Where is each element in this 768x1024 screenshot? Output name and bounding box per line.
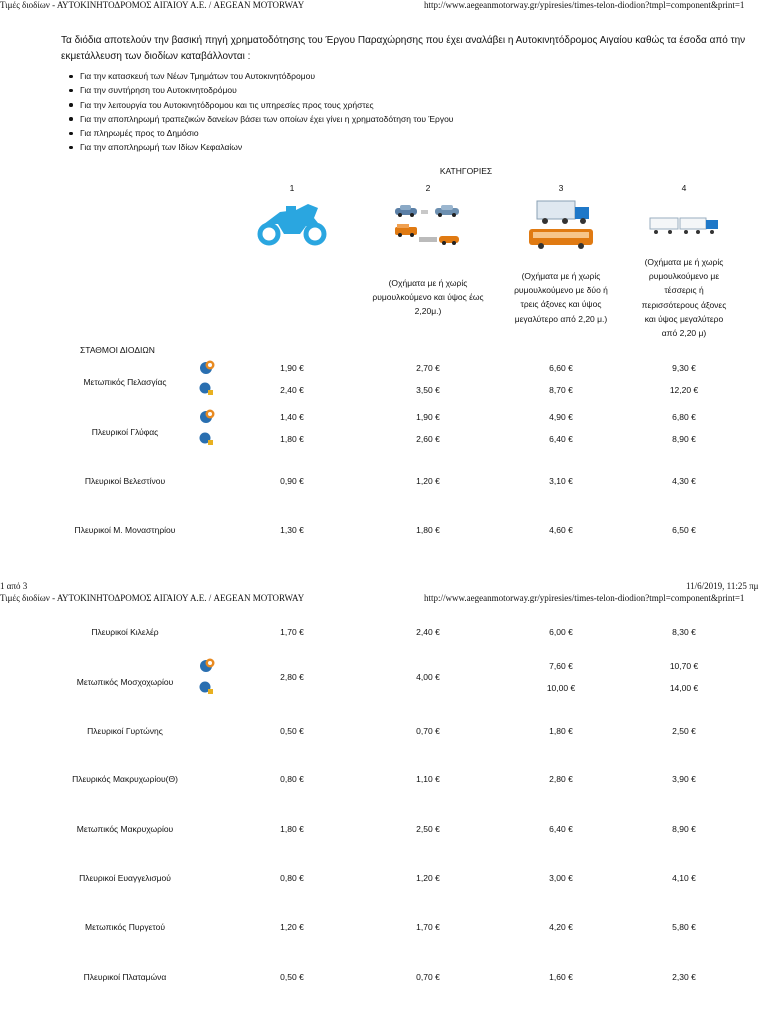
price-cell: 3,10 € [549, 476, 573, 486]
price-cell: 6,00 € [549, 627, 573, 637]
price-cell: 8,70 € [549, 385, 573, 395]
price-cell: 6,40 € [549, 434, 573, 444]
price-cell: 8,30 € [672, 627, 696, 637]
price-cell: 2,30 € [672, 972, 696, 982]
page-header-title: Τιμές διοδίων - ΑΥΤΟΚΙΝΗΤΟΔΡΟΜΟΣ ΑΙΓΑΙΟΥ Α.Ε. / AEGEAN MOTORWAY [0, 593, 305, 603]
price-cell: 0,80 € [280, 774, 304, 784]
price-cell: 2,50 € [672, 726, 696, 736]
price-cell: 0,90 € [280, 476, 304, 486]
funding-list [66, 69, 453, 155]
price-cell: 4,00 € [416, 672, 440, 682]
price-cell: 4,60 € [549, 525, 573, 535]
price-cell: 4,10 € [672, 873, 696, 883]
price-cell: 2,70 € [416, 363, 440, 373]
station-name: Μετωπικός Πελασγίας [83, 377, 167, 387]
station-name: Μετωπικός Μακρυχωρίου [76, 824, 174, 834]
intro-paragraph: Τα διόδια αποτελούν την βασική πηγή χρηματοδότησης του Έργου Παραχώρησης που έχει αναλάβει η Αυτοκινητόδρομος Αιγαίου καθώς τα έσοδα από την εκμετάλλευση των διοδίων καταβάλλονται : [61, 35, 746, 62]
category-number-2: 2 [425, 183, 431, 193]
price-cell: 14,00 € [669, 683, 699, 693]
list-item: Για την αποπληρωμή των Ιδίων Κεφαλαίων [66, 140, 453, 154]
motorcycle-icon [256, 202, 328, 246]
price-cell: 1,70 € [416, 922, 440, 932]
station-name: Μετωπικός Πυργετού [85, 922, 165, 932]
price-cell: 1,60 € [549, 972, 573, 982]
price-cell: 1,80 € [416, 525, 440, 535]
price-cell: 1,80 € [280, 824, 304, 834]
price-cell: 5,80 € [672, 922, 696, 932]
price-cell: 1,20 € [416, 873, 440, 883]
page-header-url[interactable]: http://www.aegeanmotorway.gr/ypiresies/times-telon-diodion?tmpl=component&print=1 [424, 0, 745, 10]
station-name: Πλευρικοί Βελεστίνου [84, 476, 166, 486]
price-cell: 6,50 € [672, 525, 696, 535]
stations-title: ΣΤΑΘΜΟΙ ΔΙΟΔΙΩΝ [80, 345, 155, 355]
station-name: Πλευρικοί Γυρτώνης [87, 726, 163, 736]
price-cell: 10,70 € [669, 661, 699, 671]
price-cell: 1,70 € [280, 627, 304, 637]
category-4-description: (Οχήματα με ή χωρίς ρυμουλκούμενο με τέσσερις ή περισσότερους άξονες και ύψος μεγαλύτερο από 2,20 μ) [641, 257, 727, 339]
category-number-3: 3 [558, 183, 564, 193]
station-name: Μετωπικός Μοσχοχωρίου [76, 677, 174, 687]
price-cell: 1,30 € [280, 525, 304, 535]
price-cell: 2,60 € [416, 434, 440, 444]
list-item: Για την συντήρηση του Αυτοκινητοδρόμου [66, 83, 453, 97]
category-number-4: 4 [681, 183, 687, 193]
category-number-1: 1 [289, 183, 295, 193]
price-cell: 1,90 € [416, 412, 440, 422]
truck-trailer-icon [648, 214, 720, 238]
price-cell: 0,80 € [280, 873, 304, 883]
list-item: Για την αποπληρωμή τραπεζικών δανείων βάσει των οποίων έχει γίνει η χρηματοδότηση του Έργου [66, 112, 453, 126]
categories-title: ΚΑΤΗΓΟΡΙΕΣ [439, 166, 493, 176]
cash-payment-icon [198, 359, 216, 375]
category-3-description: (Οχήματα με ή χωρίς ρυμουλκούμενο με δύο ή τρεις άξονες και ύψος μεγαλύτερο από 2,20 μ.) [514, 271, 608, 324]
page-footer-date: 11/6/2019, 11:25 πμ [686, 581, 759, 591]
price-cell: 2,80 € [549, 774, 573, 784]
list-item: Για την λειτουργία του Αυτοκινητόδρομου και τις υπηρεσίες προς τους χρήστες [66, 98, 453, 112]
station-name: Πλευρικοί Πλαταμώνα [83, 972, 167, 982]
price-cell: 0,70 € [416, 726, 440, 736]
cash-payment-icon [198, 657, 216, 673]
price-cell: 1,20 € [416, 476, 440, 486]
cars-icon [393, 203, 465, 247]
station-name: Πλευρικοί Κιλελέρ [91, 627, 159, 637]
price-cell: 4,30 € [672, 476, 696, 486]
truck-bus-icon [527, 199, 597, 251]
page-header-title: Τιμές διοδίων - ΑΥΤΟΚΙΝΗΤΟΔΡΟΜΟΣ ΑΙΓΑΙΟΥ Α.Ε. / AEGEAN MOTORWAY [0, 0, 305, 10]
price-cell: 1,20 € [280, 922, 304, 932]
price-cell: 12,20 € [669, 385, 699, 395]
page-footer-number: 1 από 3 [0, 581, 28, 591]
price-cell: 1,80 € [280, 434, 304, 444]
price-cell: 0,50 € [280, 726, 304, 736]
price-cell: 3,50 € [416, 385, 440, 395]
etag-payment-icon [198, 680, 216, 696]
page-header-url[interactable]: http://www.aegeanmotorway.gr/ypiresies/times-telon-diodion?tmpl=component&print=1 [424, 593, 745, 603]
price-cell: 7,60 € [549, 661, 573, 671]
price-cell: 6,40 € [549, 824, 573, 834]
etag-payment-icon [198, 381, 216, 397]
price-cell: 1,80 € [549, 726, 573, 736]
station-name: Πλευρικοί Μ. Μοναστηρίου [74, 525, 176, 535]
price-cell: 0,70 € [416, 972, 440, 982]
price-cell: 1,90 € [280, 363, 304, 373]
price-cell: 10,00 € [546, 683, 576, 693]
price-cell: 6,60 € [549, 363, 573, 373]
price-cell: 2,40 € [416, 627, 440, 637]
price-cell: 1,40 € [280, 412, 304, 422]
category-2-description: (Οχήματα με ή χωρίς ρυμουλκούμενο και ύψος έως 2,20μ.) [372, 278, 484, 317]
price-cell: 3,90 € [672, 774, 696, 784]
price-cell: 4,90 € [549, 412, 573, 422]
station-name: Πλευρικοί Γλύφας [91, 427, 159, 437]
list-item: Για την κατασκευή των Νέων Τμημάτων του Αυτοκινητόδρομου [66, 69, 453, 83]
price-cell: 8,90 € [672, 824, 696, 834]
price-cell: 9,30 € [672, 363, 696, 373]
price-cell: 8,90 € [672, 434, 696, 444]
station-name: Πλευρικός Μακρυχωρίου(Θ) [72, 774, 178, 784]
price-cell: 2,80 € [280, 672, 304, 682]
price-cell: 2,40 € [280, 385, 304, 395]
price-cell: 2,50 € [416, 824, 440, 834]
price-cell: 6,80 € [672, 412, 696, 422]
price-cell: 4,20 € [549, 922, 573, 932]
list-item: Για πληρωμές προς το Δημόσιο [66, 126, 453, 140]
price-cell: 0,50 € [280, 972, 304, 982]
price-cell: 3,00 € [549, 873, 573, 883]
etag-payment-icon [198, 431, 216, 447]
cash-payment-icon [198, 408, 216, 424]
price-cell: 1,10 € [416, 774, 440, 784]
station-name: Πλευρικοί Ευαγγελισμού [79, 873, 171, 883]
